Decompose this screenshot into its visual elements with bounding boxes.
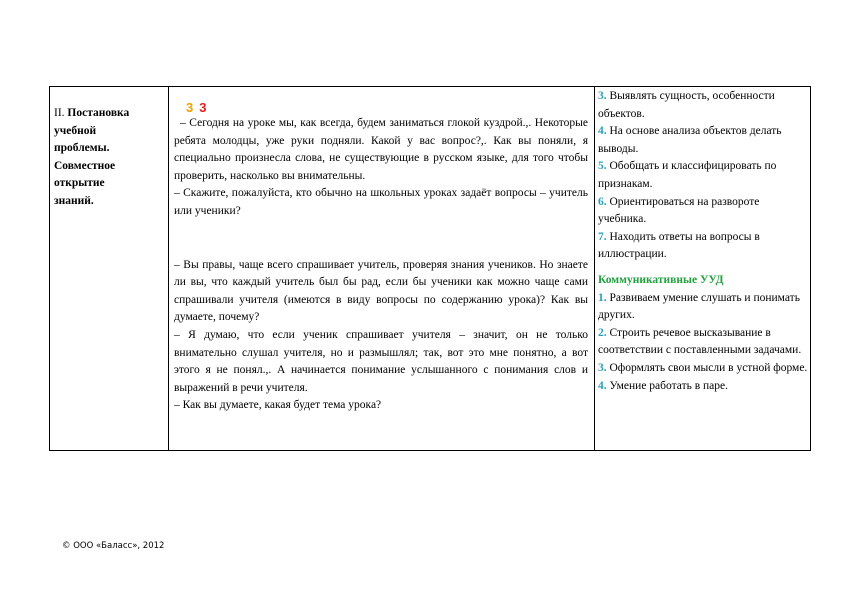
skill-item: 1. Развиваем умение слушать и понимать других. [598, 291, 800, 322]
stage-title-line: учебной [54, 124, 97, 137]
dialogue-cell [168, 87, 594, 450]
skill-item: 4. На основе анализа объектов делать выводы. [598, 125, 782, 155]
skill-item: 4. Умение работать в паре. [598, 379, 729, 392]
skill-item: 3. Оформлять свои мысли в устной форме. [598, 361, 808, 374]
stage-cell [50, 87, 168, 450]
slide-numbers [186, 101, 588, 115]
skill-item: 2. Строить речевое высказывание в соответствии с поставленными задачами. [598, 326, 802, 357]
stage-title-line: открытие [54, 177, 105, 189]
stage-title-line: проблемы. [54, 142, 110, 154]
skills-cell [594, 87, 812, 450]
copyright-footer: © ООО «Баласс», 2012 [62, 541, 165, 551]
stage-title-line: знаний. [54, 194, 94, 207]
dialogue-paragraph: – Как вы думаете, какая будет тема урока? [174, 399, 382, 412]
dialogue-paragraph: – Скажите, пожалуйста, кто обычно на школьных уроках задаёт вопросы – учитель или ученики? [174, 187, 588, 217]
slide-number-orange: 3 [186, 100, 194, 115]
spacer [174, 221, 588, 257]
skill-item: 7. Находить ответы на вопросы в иллюстрации. [598, 230, 760, 261]
slide-number-red: 3 [199, 100, 207, 115]
skill-item: 5. Обобщать и классифицировать по признакам. [598, 160, 777, 190]
dialogue-paragraph: – Я думаю, что если ученик спрашивает учителя – значит, он не только внимательно слушал учителя, но и размышлял; так, вот это мне понятно, а вот этого я не понял.,. А начинается понимание услышанного с понимания слов и выражений в речи учителя. [174, 328, 588, 394]
lesson-table [49, 86, 811, 451]
stage-roman: II. [54, 107, 65, 119]
skill-item: 3. Выявлять сущность, особенности объектов. [598, 90, 775, 120]
dialogue-paragraph: – Сегодня на уроке мы, как всегда, будем заниматься глокой куздрой.,. Некоторые ребята молодцы, уже руки подняли. Какой у вас вопрос?,. Как вы поняли, я специально произнесла слова, не существующие в русском языке, для того чтобы проверить, насколько вы внимательны. [174, 117, 588, 182]
stage-title-line: II. Постановка [54, 107, 130, 119]
communicative-heading: Коммуникативные УУД [598, 273, 724, 286]
skill-item: 6. Ориентироваться на развороте учебника. [598, 195, 760, 226]
dialogue-paragraph: – Вы правы, чаще всего спрашивает учитель, проверяя знания учеников. Но знаете ли вы, что каждый учитель был бы рад, если бы ученики как можно чаще сами спрашивали учителя (имеются в виду вопросы по содержанию урока)? Как вы думаете, почему? [174, 258, 588, 324]
stage-title-line: Совместное [54, 159, 116, 172]
